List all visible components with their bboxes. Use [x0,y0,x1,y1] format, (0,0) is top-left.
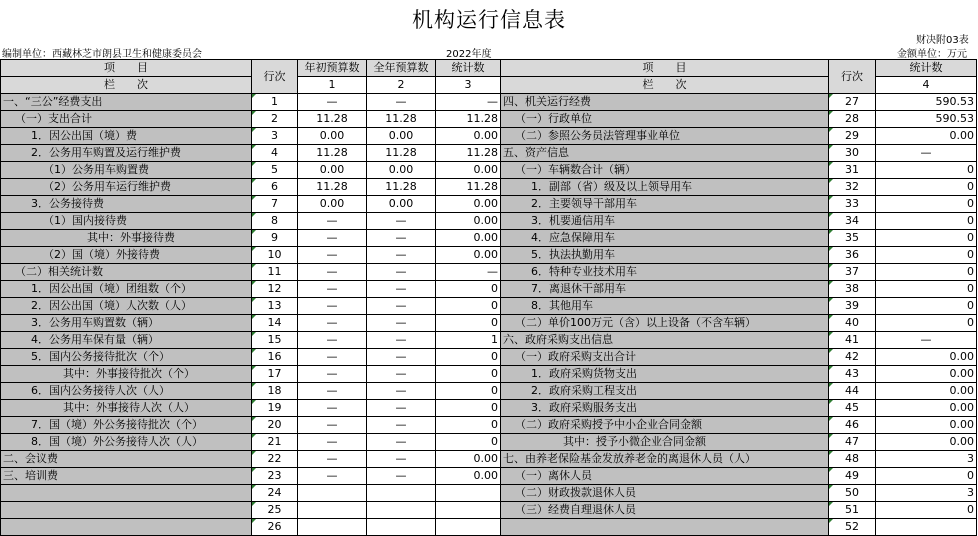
annual-budget-cell: — [367,383,436,400]
left-row-number: 12 [252,281,298,298]
right-row-number: 50 [829,485,876,502]
right-statistics-cell: 0 [876,315,977,332]
right-statistics-cell: 0 [876,281,977,298]
right-row-number: 45 [829,400,876,417]
right-statistics-cell: 0 [876,298,977,315]
left-row-number: 23 [252,468,298,485]
annual-budget-cell: 0.00 [367,128,436,145]
right-statistics-cell: 0 [876,230,977,247]
annual-budget-cell: — [367,213,436,230]
form-number: 财决附03表 [916,35,969,46]
table-row [1,519,977,536]
left-item-label: （一）支出合计 [1,111,252,128]
header-col-3: 3 [436,77,501,94]
right-statistics-cell: 0 [876,247,977,264]
initial-budget-cell: — [298,332,367,349]
initial-budget-cell [298,485,367,502]
statistics-cell [436,502,501,519]
right-statistics-cell: 0 [876,264,977,281]
statistics-cell: 0 [436,434,501,451]
right-item-label: 六、政府采购支出信息 [501,332,829,349]
annual-budget-cell: — [367,230,436,247]
right-item-label: 6．特种专业技术用车 [501,264,829,281]
right-row-number: 29 [829,128,876,145]
left-item-label [1,485,252,502]
statistics-cell: 0.00 [436,451,501,468]
right-row-number: 41 [829,332,876,349]
annual-budget-cell: — [367,315,436,332]
annual-budget-cell: — [367,281,436,298]
right-statistics-cell: 0.00 [876,383,977,400]
right-statistics-cell: 0.00 [876,349,977,366]
right-item-label: （一）车辆数合计（辆） [501,162,829,179]
right-row-number: 49 [829,468,876,485]
table-row [1,366,977,383]
left-item-label: 1．因公出国（境）团组数（个） [1,281,252,298]
right-row-number: 42 [829,349,876,366]
annual-budget-cell: — [367,247,436,264]
right-statistics-cell: 0.00 [876,400,977,417]
statistics-cell: 0.00 [436,468,501,485]
left-row-number: 16 [252,349,298,366]
right-item-label: 1．政府采购货物支出 [501,366,829,383]
statistics-cell: 0 [436,366,501,383]
right-item-label: （一）行政单位 [501,111,829,128]
right-row-number: 34 [829,213,876,230]
statistics-cell: 0.00 [436,128,501,145]
left-item-label: 8．国（境）外公务接待人次（人） [1,434,252,451]
header-row-no-right: 行次 [829,60,876,94]
statistics-cell: 0.00 [436,196,501,213]
statistics-cell: 0 [436,281,501,298]
statistics-cell: 0.00 [436,247,501,264]
initial-budget-cell: — [298,230,367,247]
left-row-number: 10 [252,247,298,264]
right-item-label [501,519,829,536]
annual-budget-cell: — [367,417,436,434]
right-statistics-cell: — [876,145,977,162]
annual-budget-cell: — [367,264,436,281]
annual-budget-cell [367,519,436,536]
left-item-label: 5．国内公务接待批次（个） [1,349,252,366]
table-row [1,485,977,502]
table-row [1,349,977,366]
header-annual-budget: 全年预算数 [367,60,436,77]
left-row-number: 13 [252,298,298,315]
table-row [1,247,977,264]
annual-budget-cell: — [367,400,436,417]
initial-budget-cell: 0.00 [298,128,367,145]
right-item-label: 3．政府采购服务支出 [501,400,829,417]
left-item-label: 2．公务用车购置及运行维护费 [1,145,252,162]
annual-budget-cell: — [367,298,436,315]
statistics-cell: 0 [436,298,501,315]
right-statistics-cell: 3 [876,485,977,502]
table-row [1,145,977,162]
left-item-label: （2）国（境）外接待费 [1,247,252,264]
left-item-label: 4．公务用车保有量（辆） [1,332,252,349]
statistics-cell: — [436,264,501,281]
right-statistics-cell: 0 [876,213,977,230]
left-row-number: 8 [252,213,298,230]
right-row-number: 27 [829,94,876,111]
right-row-number: 30 [829,145,876,162]
left-row-number: 3 [252,128,298,145]
right-item-label: 其中：授予小微企业合同金额 [501,434,829,451]
amount-unit: 金额单位：万元 [897,49,967,60]
right-statistics-cell: 590.53 [876,111,977,128]
left-item-label: 1．因公出国（境）费 [1,128,252,145]
initial-budget-cell: — [298,247,367,264]
initial-budget-cell: — [298,434,367,451]
table-row [1,468,977,485]
table-row [1,281,977,298]
table-row [1,196,977,213]
right-statistics-cell: 0.00 [876,434,977,451]
left-row-number: 7 [252,196,298,213]
annual-budget-cell: 0.00 [367,196,436,213]
right-row-number: 28 [829,111,876,128]
initial-budget-cell: — [298,264,367,281]
annual-budget-cell: — [367,434,436,451]
right-row-number: 40 [829,315,876,332]
right-statistics-cell: 0 [876,179,977,196]
right-row-number: 32 [829,179,876,196]
header-statistics-right: 统计数 [876,60,977,77]
table-row [1,264,977,281]
initial-budget-cell: — [298,451,367,468]
header-column-left: 栏 次 [1,77,252,94]
initial-budget-cell: 0.00 [298,196,367,213]
statistics-cell: 0.00 [436,162,501,179]
table-row [1,383,977,400]
left-item-label: 其中：外事接待人次（人） [1,400,252,417]
statistics-cell: 0 [436,400,501,417]
right-statistics-cell: 0.00 [876,128,977,145]
left-item-label: 三、培训费 [1,468,252,485]
annual-budget-cell [367,502,436,519]
table-row [1,111,977,128]
fiscal-year: 2022年度 [446,49,492,60]
initial-budget-cell: — [298,349,367,366]
left-item-label: 3．公务接待费 [1,196,252,213]
right-statistics-cell: 0.00 [876,417,977,434]
left-item-label [1,502,252,519]
right-item-label: 4．应急保障用车 [501,230,829,247]
right-row-number: 47 [829,434,876,451]
right-item-label: （一）离休人员 [501,468,829,485]
statistics-cell: 0 [436,417,501,434]
left-row-number: 19 [252,400,298,417]
right-item-label: （二）政府采购授予中小企业合同金额 [501,417,829,434]
right-item-label: 五、资产信息 [501,145,829,162]
statistics-cell: 0.00 [436,213,501,230]
initial-budget-cell: — [298,315,367,332]
right-item-label: （二）参照公务员法管理事业单位 [501,128,829,145]
initial-budget-cell: — [298,417,367,434]
statistics-cell: 0 [436,315,501,332]
table-row [1,162,977,179]
right-row-number: 51 [829,502,876,519]
right-item-label: （一）政府采购支出合计 [501,349,829,366]
left-item-label: （2）公务用车运行维护费 [1,179,252,196]
left-row-number: 14 [252,315,298,332]
initial-budget-cell [298,502,367,519]
table-row [1,434,977,451]
annual-budget-cell: — [367,349,436,366]
right-item-label: （二）单价100万元（含）以上设备（不含车辆） [501,315,829,332]
header-row-no-left: 行次 [252,60,298,94]
header-col-4: 4 [876,77,977,94]
left-row-number: 9 [252,230,298,247]
right-row-number: 38 [829,281,876,298]
statistics-cell: 11.28 [436,145,501,162]
left-row-number: 11 [252,264,298,281]
right-item-label: 8．其他用车 [501,298,829,315]
annual-budget-cell: — [367,468,436,485]
right-row-number: 48 [829,451,876,468]
left-row-number: 20 [252,417,298,434]
header-item-right: 项 目 [501,60,829,77]
initial-budget-cell: — [298,400,367,417]
right-statistics-cell: 0.00 [876,366,977,383]
right-row-number: 52 [829,519,876,536]
table-row [1,230,977,247]
compiling-unit: 编制单位：西藏林芝市朗县卫生和健康委员会 [2,49,202,60]
statistics-cell: — [436,94,501,111]
statistics-cell: 11.28 [436,179,501,196]
left-row-number: 22 [252,451,298,468]
initial-budget-cell: 0.00 [298,162,367,179]
initial-budget-cell: — [298,213,367,230]
left-row-number: 26 [252,519,298,536]
left-item-label: （1）公务用车购置费 [1,162,252,179]
initial-budget-cell: — [298,468,367,485]
initial-budget-cell: — [298,366,367,383]
table-row [1,213,977,230]
left-row-number: 4 [252,145,298,162]
right-row-number: 46 [829,417,876,434]
right-item-label: 7．离退休干部用车 [501,281,829,298]
left-row-number: 17 [252,366,298,383]
right-item-label: 2．主要领导干部用车 [501,196,829,213]
left-item-label: 二、会议费 [1,451,252,468]
left-item-label: 3．公务用车购置数（辆） [1,315,252,332]
right-item-label: （三）经费自理退休人员 [501,502,829,519]
initial-budget-cell: — [298,383,367,400]
header-row-1 [1,60,977,77]
left-item-label [1,519,252,536]
right-statistics-cell: 0 [876,196,977,213]
right-item-label: 5．执法执勤用车 [501,247,829,264]
annual-budget-cell: 11.28 [367,111,436,128]
left-row-number: 25 [252,502,298,519]
right-item-label: 1．副部（省）级及以上领导用车 [501,179,829,196]
table-row [1,128,977,145]
statistics-cell [436,519,501,536]
right-statistics-cell: 590.53 [876,94,977,111]
initial-budget-cell: 11.28 [298,111,367,128]
table-row [1,400,977,417]
table-row [1,451,977,468]
left-row-number: 15 [252,332,298,349]
statistics-cell: 0.00 [436,230,501,247]
initial-budget-cell: — [298,298,367,315]
annual-budget-cell: 0.00 [367,162,436,179]
right-row-number: 36 [829,247,876,264]
right-row-number: 39 [829,298,876,315]
initial-budget-cell: — [298,94,367,111]
table-row [1,417,977,434]
left-row-number: 24 [252,485,298,502]
right-row-number: 33 [829,196,876,213]
right-row-number: 44 [829,383,876,400]
right-item-label: 3．机要通信用车 [501,213,829,230]
right-statistics-cell: 0 [876,468,977,485]
left-row-number: 2 [252,111,298,128]
right-row-number: 37 [829,264,876,281]
table-row [1,94,977,111]
right-row-number: 31 [829,162,876,179]
statistics-cell: 0 [436,349,501,366]
institution-operation-table [0,59,977,536]
annual-budget-cell: — [367,451,436,468]
annual-budget-cell [367,485,436,502]
initial-budget-cell: 11.28 [298,179,367,196]
right-statistics-cell: 3 [876,451,977,468]
right-item-label: 2．政府采购工程支出 [501,383,829,400]
left-item-label: 其中：外事接待费 [1,230,252,247]
left-row-number: 5 [252,162,298,179]
right-row-number: 35 [829,230,876,247]
initial-budget-cell [298,519,367,536]
left-item-label: 一、“三公”经费支出 [1,94,252,111]
annual-budget-cell: 11.28 [367,145,436,162]
initial-budget-cell: — [298,281,367,298]
statistics-cell [436,485,501,502]
left-row-number: 1 [252,94,298,111]
right-row-number: 43 [829,366,876,383]
annual-budget-cell: — [367,332,436,349]
table-row [1,315,977,332]
left-item-label: （二）相关统计数 [1,264,252,281]
left-item-label: 7．国（境）外公务接待批次（个） [1,417,252,434]
right-statistics-cell [876,519,977,536]
left-item-label: 2．因公出国（境）人次数（人） [1,298,252,315]
table-row [1,502,977,519]
statistics-cell: 11.28 [436,111,501,128]
right-statistics-cell: 0 [876,502,977,519]
annual-budget-cell: 11.28 [367,179,436,196]
right-item-label: 四、机关运行经费 [501,94,829,111]
right-statistics-cell: — [876,332,977,349]
page-title: 机构运行信息表 [412,8,566,32]
statistics-cell: 1 [436,332,501,349]
header-col-1: 1 [298,77,367,94]
left-row-number: 18 [252,383,298,400]
annual-budget-cell: — [367,366,436,383]
initial-budget-cell: 11.28 [298,145,367,162]
right-item-label: （二）财政拨款退休人员 [501,485,829,502]
table-row [1,332,977,349]
header-column-right: 栏 次 [501,77,829,94]
annual-budget-cell: — [367,94,436,111]
right-item-label: 七、由养老保险基金发放养老金的离退休人员（人） [501,451,829,468]
table-row [1,298,977,315]
left-row-number: 21 [252,434,298,451]
left-item-label: 其中：外事接待批次（个） [1,366,252,383]
header-col-2: 2 [367,77,436,94]
header-statistics-left: 统计数 [436,60,501,77]
header-item-left: 项 目 [1,60,252,77]
left-item-label: 6．国内公务接待人次（人） [1,383,252,400]
header-initial-budget: 年初预算数 [298,60,367,77]
left-row-number: 6 [252,179,298,196]
table-row [1,179,977,196]
statistics-cell: 0 [436,383,501,400]
left-item-label: （1）国内接待费 [1,213,252,230]
right-statistics-cell: 0 [876,162,977,179]
